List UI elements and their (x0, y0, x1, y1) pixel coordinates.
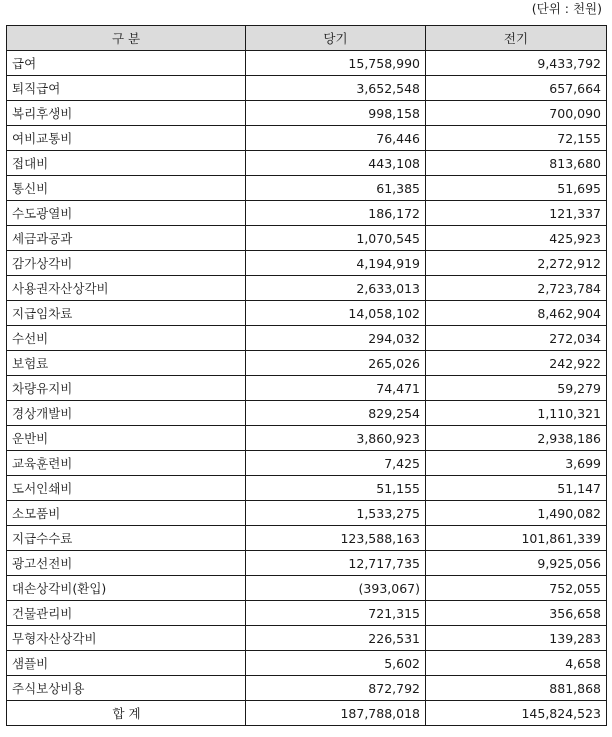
table-row (7, 276, 607, 301)
row-prior-value: 121,337 (426, 201, 607, 226)
table-row (7, 51, 607, 76)
row-current-value: 15,758,990 (246, 51, 426, 76)
table-row (7, 351, 607, 376)
row-prior-value: 101,861,339 (426, 526, 607, 551)
row-prior-value: 3,699 (426, 451, 607, 476)
row-prior-value: 72,155 (426, 126, 607, 151)
row-current-value: 443,108 (246, 151, 426, 176)
table-row (7, 526, 607, 551)
table-row (7, 101, 607, 126)
row-label: 주식보상비용 (7, 676, 246, 701)
table-row (7, 176, 607, 201)
row-current-value: 294,032 (246, 326, 426, 351)
row-label: 수도광열비 (7, 201, 246, 226)
row-prior-value: 1,110,321 (426, 401, 607, 426)
row-prior-value: 752,055 (426, 576, 607, 601)
table-row (7, 326, 607, 351)
row-label: 차량유지비 (7, 376, 246, 401)
row-prior-value: 51,147 (426, 476, 607, 501)
row-current-value: 721,315 (246, 601, 426, 626)
table-row (7, 226, 607, 251)
table-row (7, 501, 607, 526)
row-current-value: 14,058,102 (246, 301, 426, 326)
row-current-value: 872,792 (246, 676, 426, 701)
row-current-value: 51,155 (246, 476, 426, 501)
row-label: 합 계 (7, 701, 246, 726)
row-prior-value: 4,658 (426, 651, 607, 676)
table-row (7, 76, 607, 101)
row-current-value: 3,652,548 (246, 76, 426, 101)
row-current-value: 76,446 (246, 126, 426, 151)
row-current-value: 1,533,275 (246, 501, 426, 526)
row-prior-value: 272,034 (426, 326, 607, 351)
table-row (7, 376, 607, 401)
table-row (7, 426, 607, 451)
row-label: 교육훈련비 (7, 451, 246, 476)
table-row (7, 476, 607, 501)
header-prior-period: 전기 (426, 26, 607, 51)
row-label: 경상개발비 (7, 401, 246, 426)
row-label: 접대비 (7, 151, 246, 176)
row-label: 복리후생비 (7, 101, 246, 126)
row-label: 여비교통비 (7, 126, 246, 151)
row-label: 무형자산상각비 (7, 626, 246, 651)
header-category: 구 분 (7, 26, 246, 51)
table-body (7, 51, 607, 726)
row-current-value: 3,860,923 (246, 426, 426, 451)
row-prior-value: 59,279 (426, 376, 607, 401)
table-row (7, 651, 607, 676)
row-label: 지급수수료 (7, 526, 246, 551)
table-row (7, 151, 607, 176)
header-row (7, 26, 607, 51)
table-row (7, 601, 607, 626)
row-current-value: 12,717,735 (246, 551, 426, 576)
row-label: 세금과공과 (7, 226, 246, 251)
table-row (7, 626, 607, 651)
row-current-value: 74,471 (246, 376, 426, 401)
row-prior-value: 8,462,904 (426, 301, 607, 326)
row-prior-value: 356,658 (426, 601, 607, 626)
row-label: 대손상각비(환입) (7, 576, 246, 601)
table-row (7, 251, 607, 276)
row-prior-value: 139,283 (426, 626, 607, 651)
table-row (7, 301, 607, 326)
table-row (7, 126, 607, 151)
row-current-value: 7,425 (246, 451, 426, 476)
row-label: 사용권자산상각비 (7, 276, 246, 301)
table-row (7, 676, 607, 701)
row-prior-value: 1,490,082 (426, 501, 607, 526)
table-row (7, 201, 607, 226)
unit-note: (단위 : 천원) (531, 1, 602, 16)
row-prior-value: 2,938,186 (426, 426, 607, 451)
row-current-value: 265,026 (246, 351, 426, 376)
row-current-value: 2,633,013 (246, 276, 426, 301)
total-row (7, 701, 607, 726)
row-current-value: 4,194,919 (246, 251, 426, 276)
row-current-value: 829,254 (246, 401, 426, 426)
header-current-period: 당기 (246, 26, 426, 51)
row-label: 광고선전비 (7, 551, 246, 576)
table-row (7, 576, 607, 601)
row-label: 퇴직급여 (7, 76, 246, 101)
row-current-value: 5,602 (246, 651, 426, 676)
row-current-value: 226,531 (246, 626, 426, 651)
row-current-value: (393,067) (246, 576, 426, 601)
row-label: 건물관리비 (7, 601, 246, 626)
row-current-value: 187,788,018 (246, 701, 426, 726)
expense-table (6, 25, 607, 726)
row-label: 소모품비 (7, 501, 246, 526)
row-label: 샘플비 (7, 651, 246, 676)
row-prior-value: 881,868 (426, 676, 607, 701)
row-current-value: 1,070,545 (246, 226, 426, 251)
row-label: 수선비 (7, 326, 246, 351)
table-header (7, 26, 607, 51)
row-prior-value: 813,680 (426, 151, 607, 176)
table-row (7, 401, 607, 426)
row-prior-value: 242,922 (426, 351, 607, 376)
row-current-value: 123,588,163 (246, 526, 426, 551)
row-current-value: 61,385 (246, 176, 426, 201)
row-prior-value: 2,272,912 (426, 251, 607, 276)
table-row (7, 551, 607, 576)
row-prior-value: 700,090 (426, 101, 607, 126)
row-label: 통신비 (7, 176, 246, 201)
row-label: 지급임차료 (7, 301, 246, 326)
row-prior-value: 2,723,784 (426, 276, 607, 301)
row-current-value: 998,158 (246, 101, 426, 126)
row-label: 운반비 (7, 426, 246, 451)
table-row (7, 451, 607, 476)
row-prior-value: 51,695 (426, 176, 607, 201)
row-prior-value: 145,824,523 (426, 701, 607, 726)
row-label: 급여 (7, 51, 246, 76)
row-prior-value: 657,664 (426, 76, 607, 101)
row-label: 보험료 (7, 351, 246, 376)
row-label: 감가상각비 (7, 251, 246, 276)
row-current-value: 186,172 (246, 201, 426, 226)
row-prior-value: 425,923 (426, 226, 607, 251)
row-prior-value: 9,925,056 (426, 551, 607, 576)
row-label: 도서인쇄비 (7, 476, 246, 501)
row-prior-value: 9,433,792 (426, 51, 607, 76)
